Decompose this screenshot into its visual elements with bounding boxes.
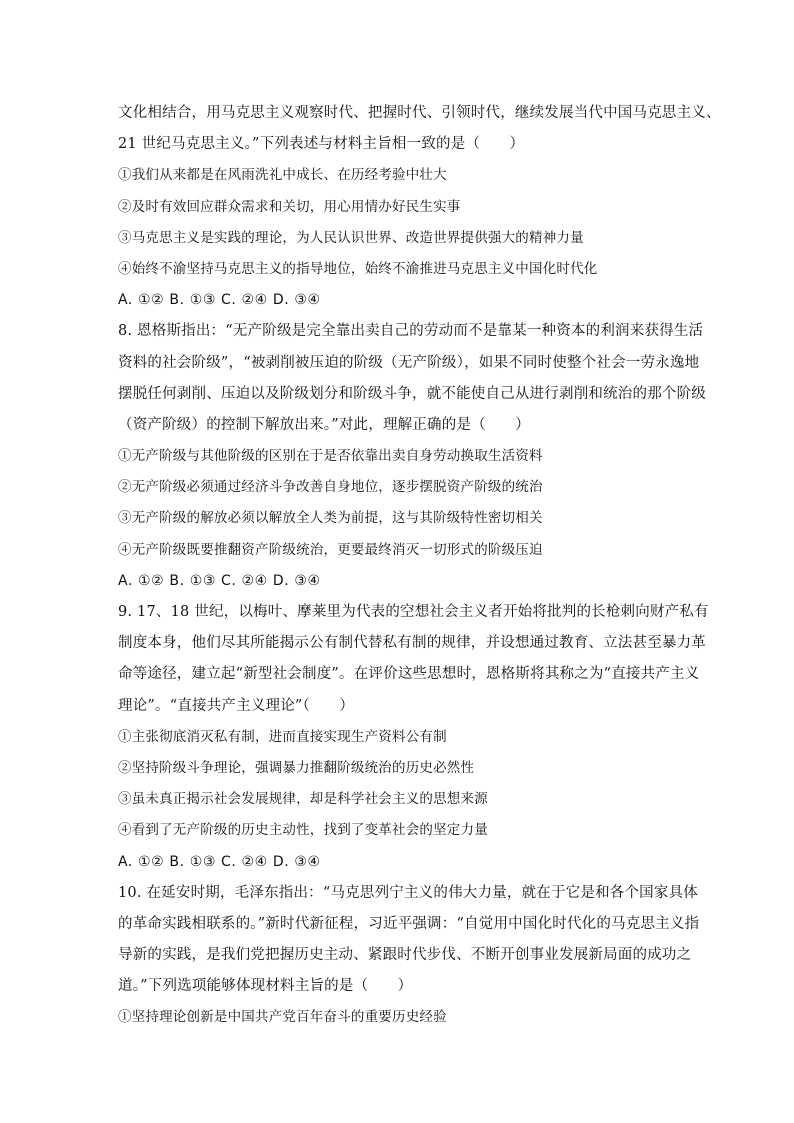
q10-stem-line: 道。”下列选项能够体现材料主旨的是（ ） [118,978,413,995]
q8-stem-line: 8. 恩格斯指出：“无产阶级是完全靠出卖自己的劳动而不是靠某一种资本的利润来获得生活 [118,323,704,340]
q7-stem-line: 21 世纪马克思主义。”下列表述与材料主旨相一致的是（ ） [118,136,525,153]
q10-option-1: ①坚持理论创新是中国共产党百年奋斗的重要历史经验 [118,1009,447,1026]
q8-option-4: ④无产阶级既要推翻资产阶级统治，更要最终消灭一切形式的阶级压迫 [118,541,543,558]
q7-option-3: ③马克思主义是实践的理论，为人民认识世界、改造世界提供强大的精神力量 [118,229,584,246]
q7-option-2: ②及时有效回应群众需求和关切，用心用情办好民生实事 [118,198,461,215]
q9-stem-line: 理论”。“直接共产主义理论”（ ） [118,697,355,714]
q8-stem-line: 摆脱任何剥削、压迫以及阶级划分和阶级斗争，就不能使自己从进行剥削和统治的那个阶级 [118,385,706,402]
q9-option-3: ③虽未真正揭示社会发展规律，却是科学社会主义的思想来源 [118,791,488,808]
q8-stem-line: （资产阶级）的控制下解放出来。”对此，理解正确的是（ ） [118,416,530,433]
q7-stem-line: 文化相结合，用马克思主义观察时代、把握时代、引领时代，继续发展当代中国马克思主义、 [118,105,721,121]
q10-stem-line: 的革命实践相联系的。”新时代新征程，习近平强调：“自觉用中国化时代化的马克思主义指 [118,915,700,932]
question-list [118,98,721,1034]
q9-stem-line: 命等途径，建立起“新型社会制度”。在评价这些思想时，恩格斯将其称之为“直接共产主义 [118,666,700,683]
q9-answer-choices: A. ①② B. ①③ C. ②④ D. ③④ [118,853,321,870]
q7-option-4: ④始终不渝坚持马克思主义的指导地位，始终不渝推进马克思主义中国化时代化 [118,260,598,277]
q9-stem-line: 9. 17、18 世纪，以梅叶、摩莱里为代表的空想社会主义者开始将批判的长枪刺向财产私有 [118,604,709,620]
q8-answer-choices: A. ①② B. ①③ C. ②④ D. ③④ [118,572,321,589]
q9-option-2: ②坚持阶级斗争理论，强调暴力推翻阶级统治的历史必然性 [118,759,475,776]
q7-option-1: ①我们从来都是在风雨洗礼中成长、在历经考验中壮大 [118,167,447,184]
q8-option-2: ②无产阶级必须通过经济斗争改善自身地位，逐步摆脱资产阶级的统治 [118,479,543,496]
q7-answer-choices: A. ①② B. ①③ C. ②④ D. ③④ [118,292,321,309]
q8-stem-line: 资料的社会阶级”，“被剥削被压迫的阶级（无产阶级），如果不同时使整个社会一劳永逸地 [118,354,700,371]
q9-option-1: ①主张彻底消灭私有制，进而直接实现生产资料公有制 [118,728,447,745]
q8-option-3: ③无产阶级的解放必须以解放全人类为前提，这与其阶级特性密切相关 [118,510,543,527]
q8-option-1: ①无产阶级与其他阶级的区别在于是否依靠出卖自身劳动换取生活资料 [118,448,543,465]
q10-stem-line: 10. 在延安时期，毛泽东指出：“马克思列宁主义的伟大力量，就在于它是和各个国家具体 [118,884,698,901]
q9-stem-line: 制度本身，他们尽其所能揭示公有制代替私有制的规律，并设想通过教育、立法甚至暴力革 [118,635,706,652]
q9-option-4: ④看到了无产阶级的历史主动性，找到了变革社会的坚定力量 [118,822,488,839]
q10-stem-line: 导新的实践，是我们党把握历史主动、紧跟时代步伐、不断开创事业发展新局面的成功之 [118,947,692,964]
